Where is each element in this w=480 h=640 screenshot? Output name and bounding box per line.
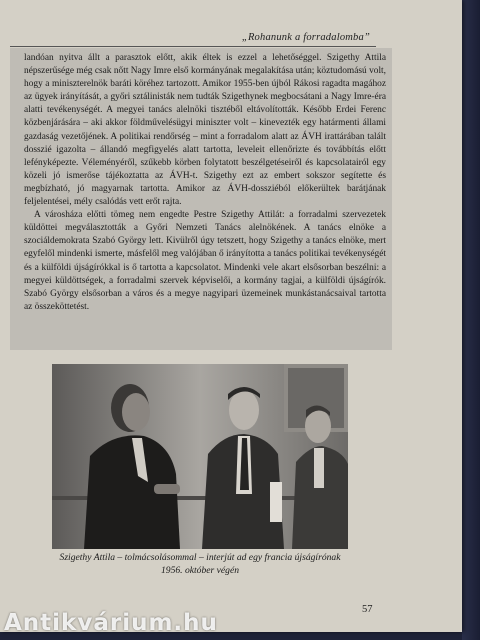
photo-illustration — [52, 364, 348, 549]
caption-line-1: Szigethy Attila – tolmácsolásommal – interjút ad egy francia újságírónak — [59, 552, 341, 563]
caption-line-2: 1956. október végén — [160, 564, 240, 576]
photo-caption — [48, 552, 352, 577]
watermark-logo: Antikvárium.hu — [4, 610, 218, 636]
paragraph-2: A városháza előtti tömeg nem engedte Pestre Szigethy Attilát: a forradalmi szervezetek küldöttei megválasztották a Győri Nemzeti Tanács alelnökének. A tanács elnöke a szociáldemokrata Szabó György lett. Kivülről úgy tetszett, hogy Szigethy a tanács elnöke, mert egyfelől mindenki ismerte, másfelől meg valójában ő irányította a tanács politikai tevékenységét és a külföldi újságírókkal is ő tartotta a kapcsolatot. Mindenki vele akart elsősorban beszélni: a megyei küldöttségek, a forradalmi szervek képviselői, a kormány tagjai, a külföldi újságírók. Szabó György elsősorban a város és a megye nagyipari üzemeinek munkástanácsaival tartotta az összeköttetést. — [24, 210, 386, 312]
highlighted-text-box — [10, 48, 392, 350]
header-rule — [10, 46, 376, 47]
page-number: 57 — [362, 604, 373, 615]
running-head: „Rohanunk a forradalomba” — [241, 32, 370, 43]
paragraph-1: landóan nyitva állt a parasztok előtt, akik éltek is ezzel a lehetőséggel. Szigethy Attila népszerűsége még csak nőtt Nagy Imre első kormányának megalakítása után; köztudomású volt, hogy a miniszterelnök baráti köréhez tartozott. Amikor 1955-ben újból Rákosi ragadta magához az ügyek irányítását, a győri sztálinisták nem tudták Szigethynek megbocsátani a Nagy Imre-éra alatti tevékenységét. A megyei tanács alelnöki tisztéből eltávolították. Később Erdei Ferenc közbenjárására – aki akkor földművelésügyi miniszter volt – kinevezték egy határmenti állami gazdaság vezetőjének. A politikai rendőrség – mint a forradalom alatt az ÁVH irattárában talált dosszié igazolta – állandó megfigyelés alatt tartotta, leveleit ellenőrizte és továbbítás előtt lefényképezte. Véleményéről, szűkebb körben folytatott beszélgetéseiről és kapcsolatairól egy közeli jó ismerőse tájékoztatta az ÁVH-t. Szigethy ezt az embert sokszor segítette és megbízható, jó magyarnak tartotta. Amikor az ÁVH-dossziéból előkerültek barátjának feljelentései, mély csalódás vett erőt rajta. — [24, 53, 386, 208]
historical-photo — [52, 364, 348, 549]
book-spine-edge — [462, 0, 480, 640]
